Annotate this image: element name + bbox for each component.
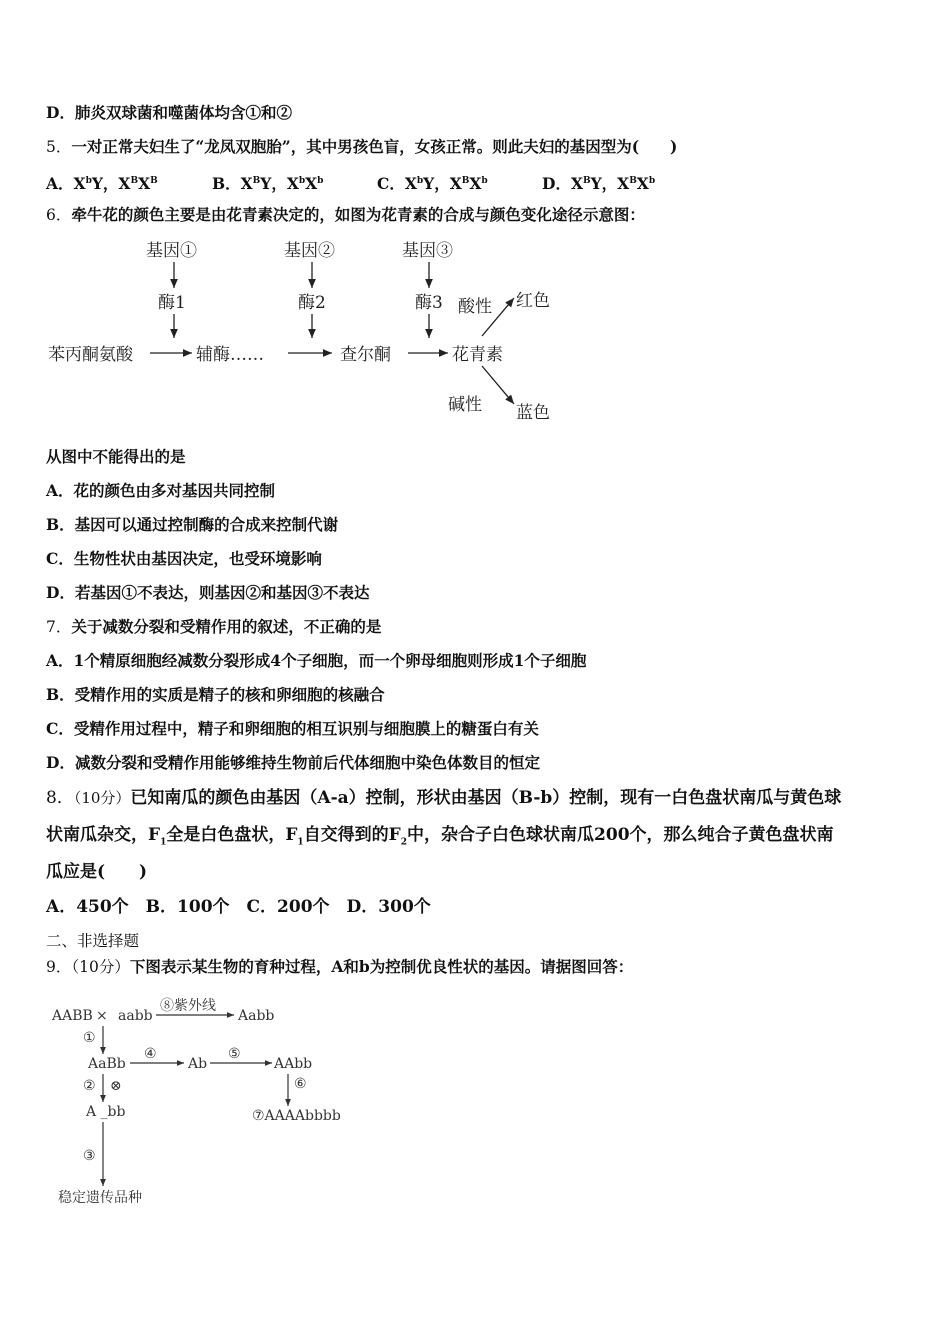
q8-line1: 8．（10分）已知南瓜的颜色由基因（A-a）控制，形状由基因（B-b）控制，现有一白色盘状南瓜与黄色球 <box>46 788 842 808</box>
q6-option-d: D．若基因①不表达，则基因②和基因③不表达 <box>46 583 370 602</box>
blue-label: 蓝色 <box>516 403 550 423</box>
aabb2-label: AAbb <box>274 1056 313 1072</box>
q6-prompt: 从图中不能得出的是 <box>46 447 186 466</box>
parent1-label: AABB <box>52 1008 93 1024</box>
arrow-product-blue <box>482 366 514 404</box>
q7-option-a: A．1个精原细胞经减数分裂形成4个子细胞，而一个卵母细胞则形成1个子细胞 <box>46 651 587 670</box>
step5-label: ⑤ <box>228 1046 241 1062</box>
cross-symbol: × <box>96 1008 108 1024</box>
step6-label: ⑥ <box>294 1076 307 1092</box>
q7-stem: 7．关于减数分裂和受精作用的叙述，不正确的是 <box>46 617 382 636</box>
q7-option-b: B．受精作用的实质是精子的核和卵细胞的核融合 <box>46 685 385 704</box>
q7-option-c: C．受精作用过程中，精子和卵细胞的相互识别与细胞膜上的糖蛋白有关 <box>46 719 539 738</box>
q5-stem-text: 一对正常夫妇生了“龙凤双胞胎”，其中男孩色盲，女孩正常。则此夫妇的基因型为( ) <box>71 137 678 156</box>
q8-line2: 状南瓜杂交，$F_1$全是白色盘状，$F_1$自交得到的$F_2$中，杂合子白色球状南瓜200个，那么纯合子黄色盘状南 <box>46 825 834 848</box>
intermediate1-label: 辅酶…… <box>196 345 264 365</box>
self-symbol: ⊗ <box>110 1078 122 1094</box>
gene3-label: 基因③ <box>402 241 453 261</box>
section-heading: 二、非选择题 <box>46 932 140 950</box>
result8-label: Aabb <box>238 1008 275 1024</box>
q6-stem: 6．牵牛花的颜色主要是由花青素决定的，如图为花青素的合成与颜色变化途径示意图： <box>46 205 645 224</box>
intermediate2-label: 查尔酮 <box>340 345 391 365</box>
q6-option-a: A．花的颜色由多对基因共同控制 <box>46 481 276 500</box>
q5-option-b: B．$X^BY$，$X^bX^b$ <box>212 174 324 194</box>
step4-label: ④ <box>144 1046 157 1062</box>
q9-stem: 9．（10分）下图表示某生物的育种过程，A和b为控制优良性状的基因。请据图回答： <box>46 957 634 976</box>
step8-label: ⑧紫外线 <box>160 998 216 1014</box>
f1-label: AaBb <box>88 1056 126 1072</box>
q6-option-b: B．基因可以通过控制酶的合成来控制代谢 <box>46 515 339 534</box>
q7-option-d: D．减数分裂和受精作用能够维持生物前后代体细胞中染色体数目的恒定 <box>46 753 540 772</box>
product-label: 花青素 <box>452 345 503 365</box>
stable-variety-label: 稳定遗传品种 <box>58 1190 142 1206</box>
anthocyanin-pathway-diagram <box>40 232 580 432</box>
enzyme1-label: 酶1 <box>158 293 186 313</box>
gene2-label: 基因② <box>284 241 335 261</box>
enzyme2-label: 酶2 <box>298 293 326 313</box>
q5-option-c: C．$X^bY$，$X^BX^b$ <box>377 174 488 194</box>
step1-label: ① <box>83 1030 96 1046</box>
q5-number: 5． <box>46 138 72 156</box>
gene1-label: 基因① <box>146 241 197 261</box>
step2-label: ② <box>83 1078 96 1094</box>
substrate-label: 苯丙酮氨酸 <box>48 345 133 365</box>
q4-option-d: D．肺炎双球菌和噬菌体均含①和② <box>46 103 292 122</box>
result7-label: ⑦AAAAbbbb <box>252 1108 341 1124</box>
haploid-label: Ab <box>188 1056 208 1072</box>
q8-options: A．450个 B．100个 C．200个 D．300个 <box>46 897 431 917</box>
q5-option-d: D．$X^BY$，$X^BX^b$ <box>542 174 656 194</box>
q5-option-a: A．$X^bY$，$X^BX^B$ <box>46 174 158 194</box>
q5-stem <box>46 137 677 157</box>
base-label: 碱性 <box>448 395 482 415</box>
breeding-process-diagram <box>48 990 358 1215</box>
abb-label: A _bb <box>86 1104 126 1120</box>
step3-label: ③ <box>83 1148 96 1164</box>
red-label: 红色 <box>516 291 550 311</box>
enzyme3-label: 酶3 <box>415 293 443 313</box>
acid-label: 酸性 <box>458 297 492 317</box>
parent2-label: aabb <box>118 1008 153 1024</box>
q8-line3: 瓜应是( ) <box>46 862 148 882</box>
q6-option-c: C．生物性状由基因决定，也受环境影响 <box>46 549 322 568</box>
